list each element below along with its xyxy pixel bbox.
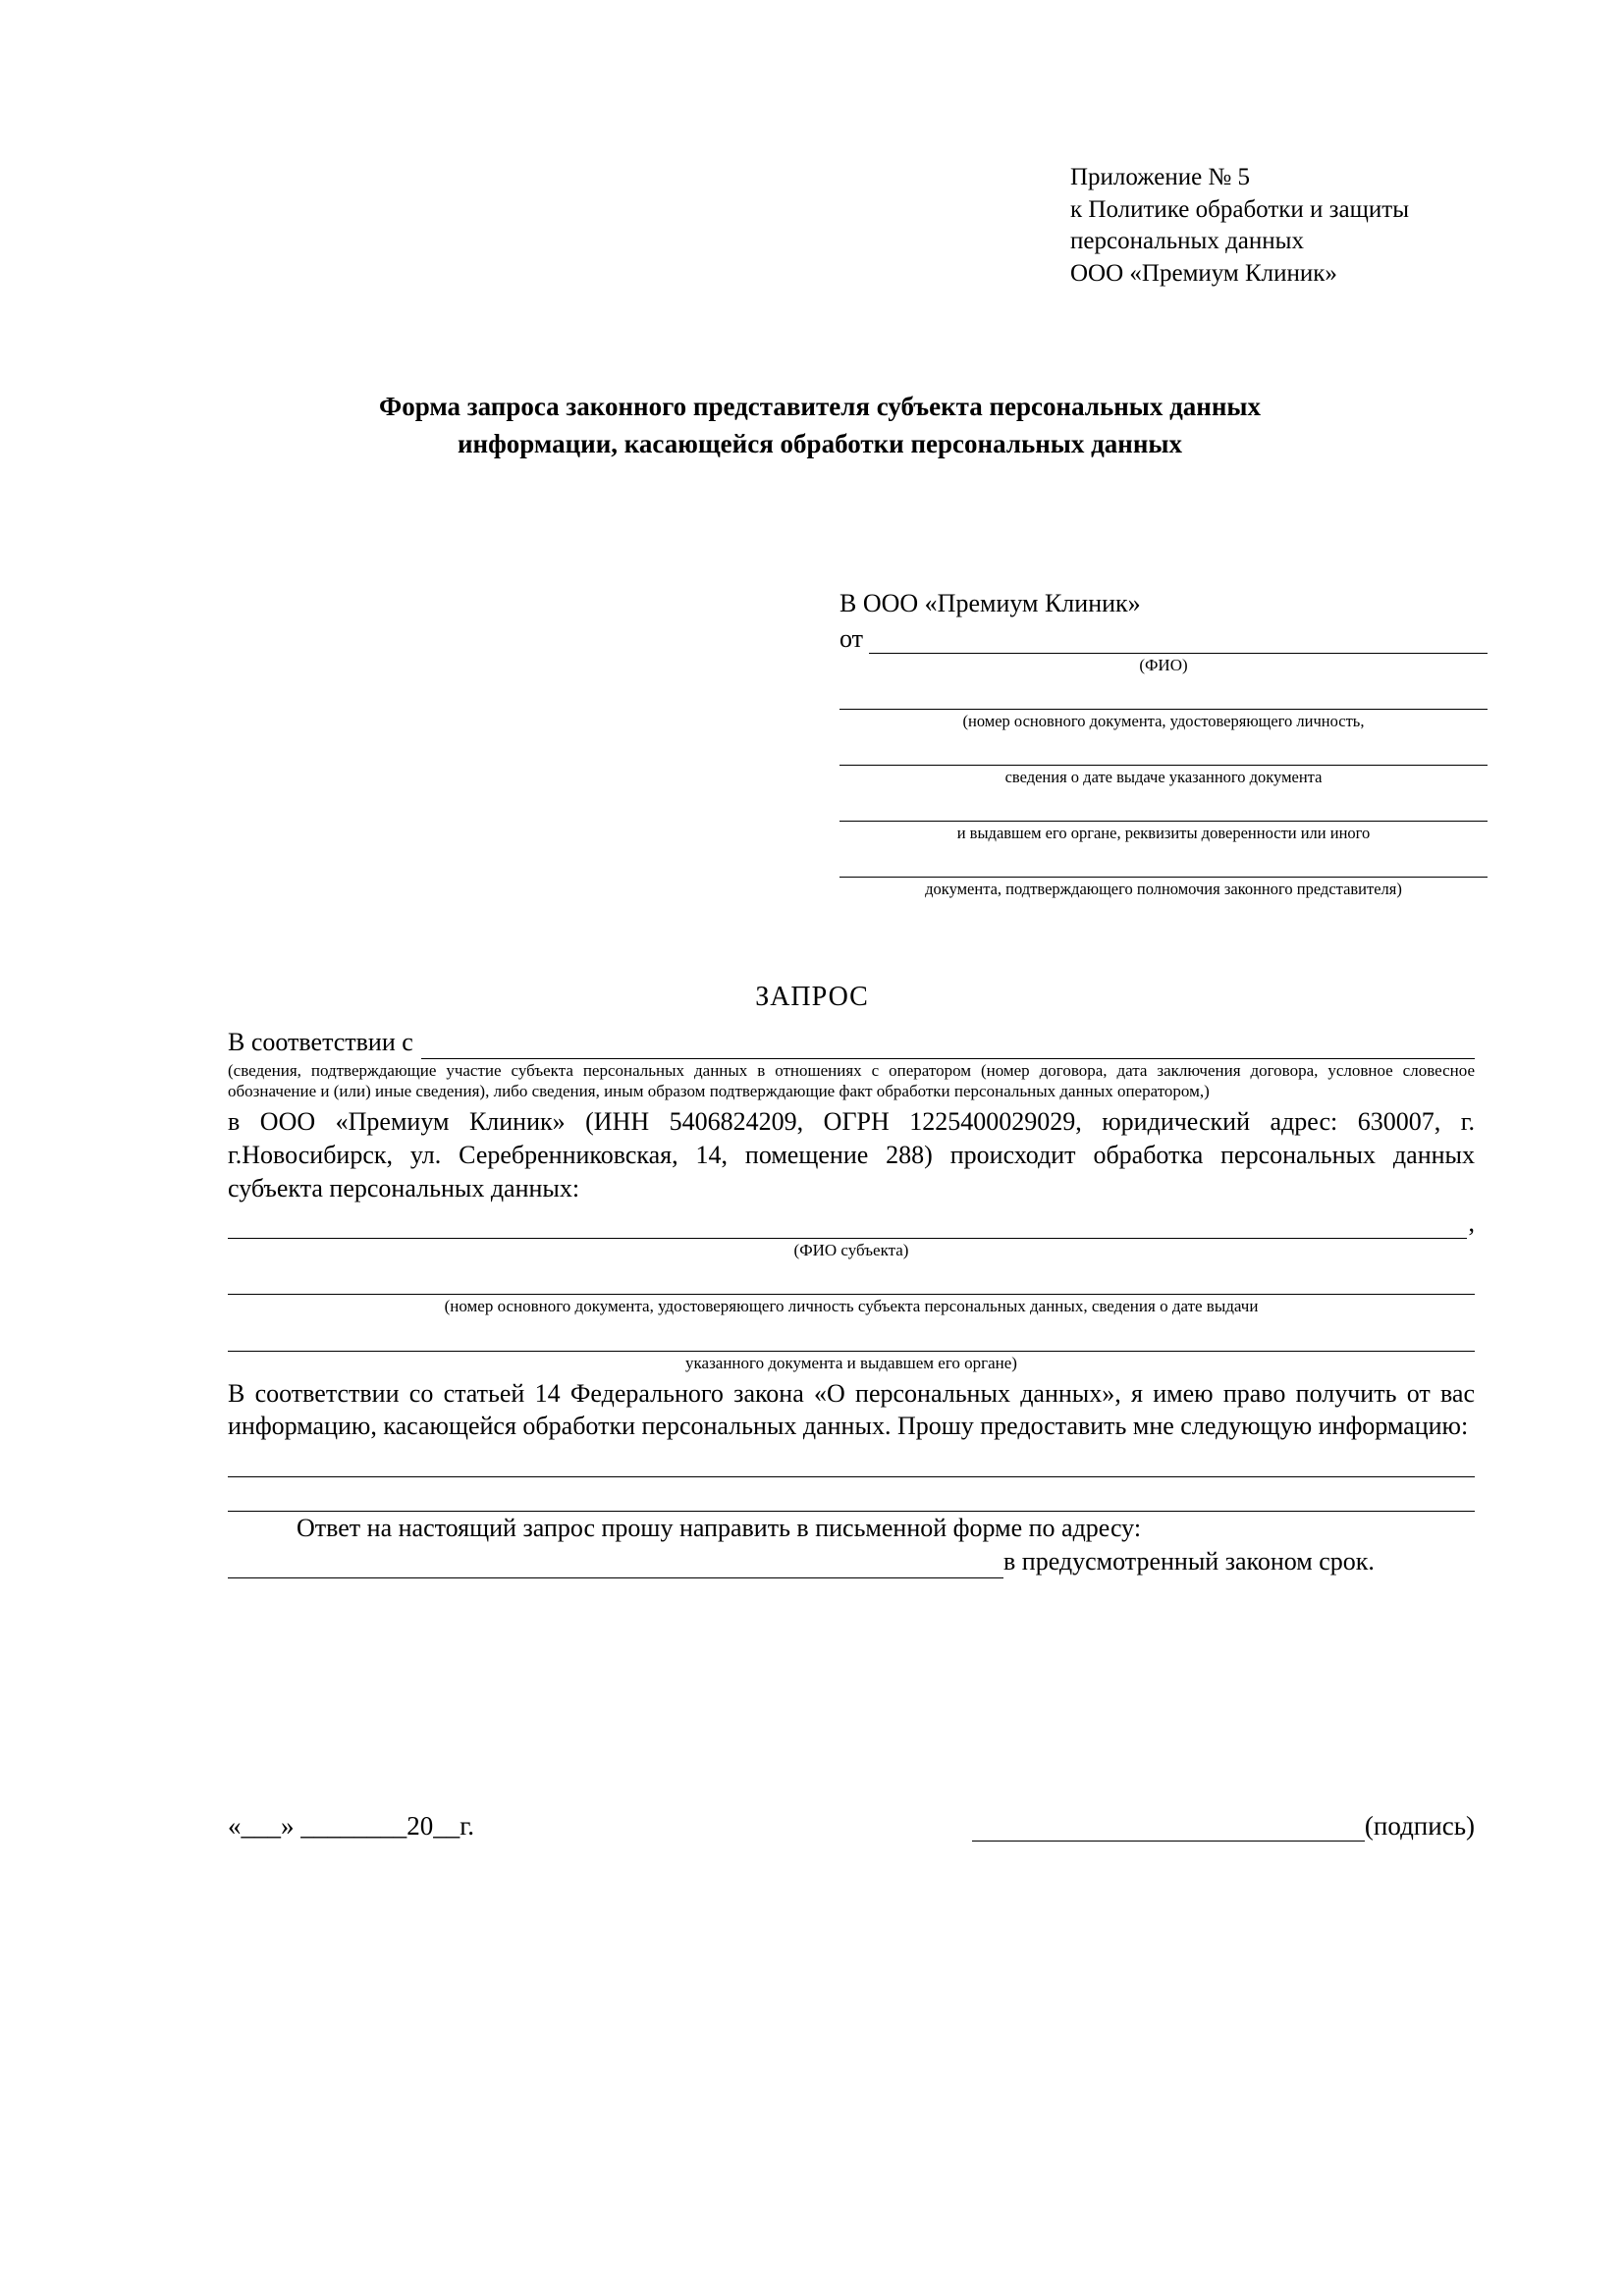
subject-doc-input[interactable] [228, 1260, 1475, 1295]
page-title-line-2: информации, касающейся обработки персональных данных [458, 429, 1182, 459]
doc-authority-group [839, 847, 1488, 899]
caption-doc-number: (номер основного документа, удостоверяющего личность, [962, 712, 1365, 731]
page-title [196, 388, 1443, 463]
signature-date[interactable]: «___» ________20__г. [228, 1811, 475, 1841]
signature-caption: (подпись) [1364, 1811, 1475, 1841]
page-title-line-1: Форма запроса законного представителя субъекта персональных данных [379, 392, 1261, 421]
caption-doc-organ: и выдавшем его органе, реквизиты доверенности или иного [956, 823, 1371, 842]
caption-doc-authority: документа, подтверждающего полномочия законного представителя) [925, 879, 1402, 898]
caption-subject-doc-2: указанного документа и выдавшем его органе) [685, 1353, 1017, 1372]
doc-number-group [839, 679, 1488, 731]
appendix-line-2: к Политике обработки и защиты [1070, 195, 1410, 223]
law-paragraph: В соответствии со статьей 14 Федерального закона «О персональных данных», я имею право получить от вас информацию, касающейся обработки персональных данных. Прошу предоставить мне следующую информацию: [228, 1378, 1475, 1441]
from-row [839, 624, 1488, 654]
subject-fio-comma: , [1468, 1207, 1475, 1237]
answer-paragraph: Ответ на настоящий запрос прошу направить в письменной форме по адресу: [297, 1514, 1142, 1543]
addressee-block [839, 589, 1488, 899]
requested-info-input-1[interactable] [228, 1443, 1475, 1477]
doc-organ-group [839, 791, 1488, 843]
request-heading: ЗАПРОС [755, 982, 869, 1012]
signature-row [228, 1811, 1475, 1842]
caption-fio: (ФИО) [1139, 656, 1188, 674]
signature-field [972, 1811, 1475, 1842]
caption-subject-doc: (номер основного документа, удостоверяющего личность субъекта персональных данных, сведения о дате выдачи [444, 1297, 1259, 1316]
accordance-input[interactable] [421, 1037, 1475, 1059]
subject-fio-group [228, 1204, 1475, 1239]
operator-paragraph: в ООО «Премиум Клиник» (ИНН 5406824209, ОГРН 1225400029029, юридический адрес: 630007, г. г.Новосибирск, ул. Серебренниковская, 14, помещение 288) происходит обработка персональных данных субъекта персональных данных: [228, 1106, 1475, 1202]
accordance-row [228, 1026, 1475, 1059]
document-body [228, 1026, 1475, 1578]
doc-authority-input[interactable] [839, 847, 1488, 878]
subject-fio-input[interactable] [228, 1204, 1467, 1239]
appendix-line-1: Приложение № 5 [1070, 164, 1251, 190]
doc-date-input[interactable] [839, 735, 1488, 766]
appendix-header [1070, 162, 1581, 290]
caption-subject-fio: (ФИО субъекта) [793, 1241, 909, 1260]
appendix-line-4: ООО «Премиум Клиник» [1070, 259, 1337, 287]
answer-address-row [228, 1545, 1475, 1578]
caption-doc-date: сведения о дате выдаче указанного документа [1004, 768, 1323, 787]
from-label: от [839, 624, 864, 653]
subject-doc-organ-input[interactable] [228, 1317, 1475, 1352]
addressee-organization: В ООО «Премиум Клиник» [839, 589, 1141, 617]
doc-organ-input[interactable] [839, 791, 1488, 822]
doc-number-input[interactable] [839, 679, 1488, 710]
answer-tail: в предусмотренный законом срок. [1003, 1546, 1375, 1575]
doc-date-group [839, 735, 1488, 787]
appendix-line-3: персональных данных [1070, 228, 1304, 254]
caption-accordance: (сведения, подтверждающие участие субъекта персональных данных в отношениях с оператором (номер договора, дата заключения договора, условное словесное обозначение и (или) иные сведения), либо сведения, иным образом подтверждающие факт обработки персональных данных оператором,) [228, 1060, 1475, 1100]
from-name-input[interactable] [869, 631, 1488, 654]
accordance-label: В соответствии с [228, 1028, 413, 1056]
answer-address-input[interactable] [228, 1548, 1003, 1578]
requested-info-input-2[interactable] [228, 1477, 1475, 1512]
signature-input[interactable] [972, 1815, 1365, 1842]
